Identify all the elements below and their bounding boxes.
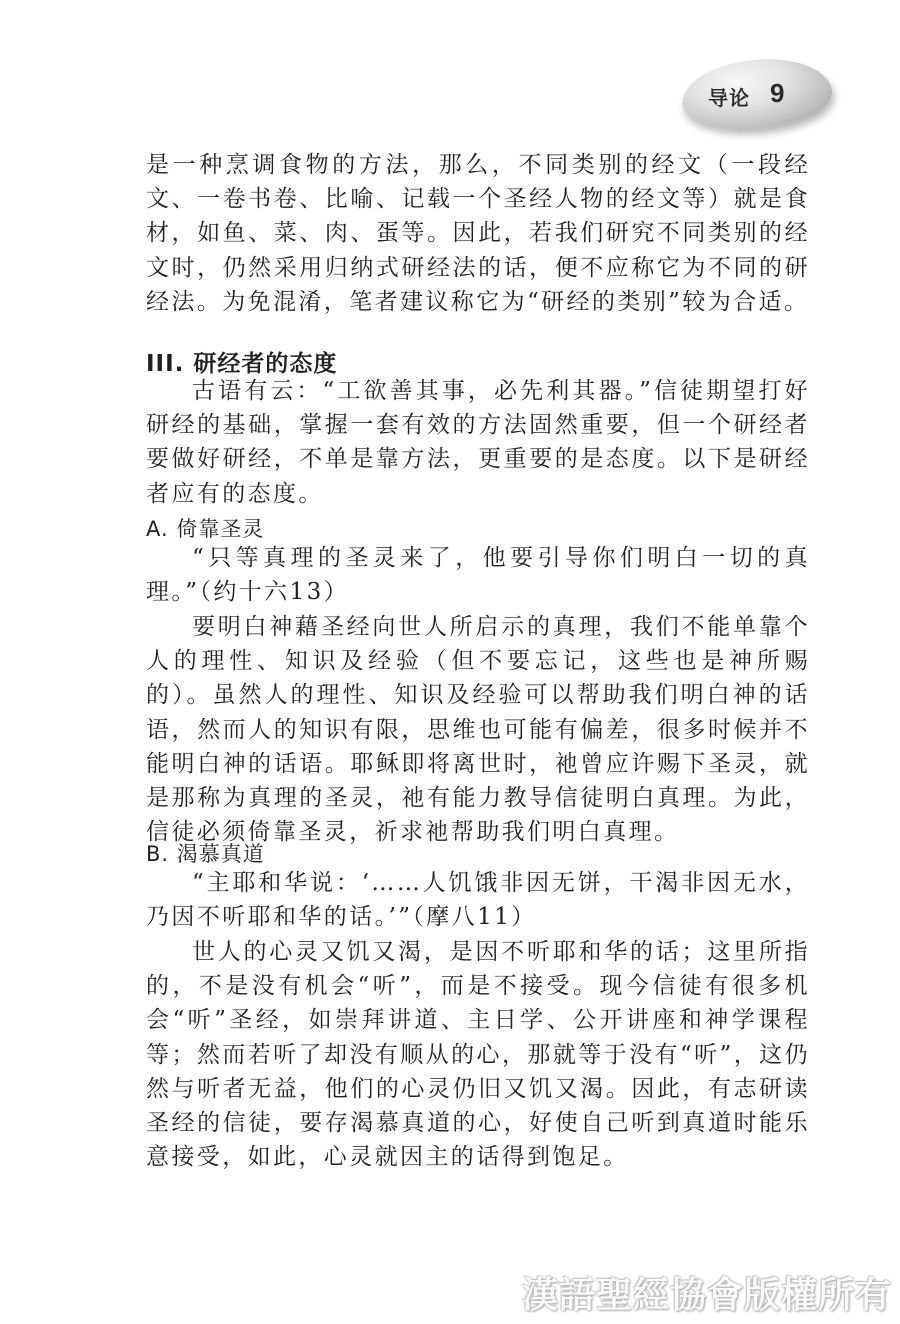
subsection-heading: A. 倚靠圣灵 [146,517,265,541]
page-number: 9 [770,78,785,108]
copyright-watermark: 漢語聖經協會版權所有 [521,1275,892,1316]
body-paragraph: 古语有云：“工欲善其事，必先利其器。”信徒期望打好研经的基础，掌握一套有效的方法固然重要，但一个研经者要做好研经，不单是靠方法，更重要的是态度。以下是研经者应有的态度。 [146,378,810,507]
subsection-heading: B. 渴慕真道 [146,842,265,866]
body-paragraph: 世人的心灵又饥又渴，是因不听耶和华的话；这里所指的，不是没有机会“听”，而是不接受。现今信徒有很多机会“听”圣经，如崇拜讲道、主日学、公开讲座和神学课程等；然而若听了却没有顺从的心，那就等于没有“听”，这仍然与听者无益，他们的心灵仍旧又饥又渴。因此，有志研读圣经的信徒，要存渴慕真道的心，好使自己听到真道时能乐意接受，如此，心灵就因主的话得到饱足。 [146,939,810,1171]
section-heading: III. 研经者的态度 [146,351,338,377]
scripture-quote: “主耶和华说：‘……人饥饿非因无饼，干渴非因无水，乃因不听耶和华的话。’”（摩八11） [146,870,810,931]
body-paragraph: 要明白神藉圣经向世人所启示的真理，我们不能单靠个人的理性、知识及经验（但不要忘记，这些也是神所赐的）。虽然人的理性、知识及经验可以帮助我们明白神的话语，然而人的知识有限，思维也可能有偏差，很多时候并不能明白神的话语。耶稣即将离世时，祂曾应许赐下圣灵，就是那称为真理的圣灵，祂有能力教导信徒明白真理。为此，信徒必须倚靠圣灵，祈求祂帮助我们明白真理。 [146,614,810,846]
body-paragraph: 是一种烹调食物的方法，那么，不同类别的经文（一段经文、一卷书卷、比喻、记载一个圣经人物的经文等）就是食材，如鱼、菜、肉、蛋等。因此，若我们研究不同类别的经文时，仍然采用归纳式研经法的话，便不应称它为不同的研经法。为免混淆，笔者建议称它为“研经的类别”较为合适。 [146,152,810,315]
scripture-quote: “只等真理的圣灵来了，他要引导你们明白一切的真理。”（约十六13） [146,545,810,606]
page-header-stone [680,55,834,133]
running-header-title: 导论 [708,86,750,110]
